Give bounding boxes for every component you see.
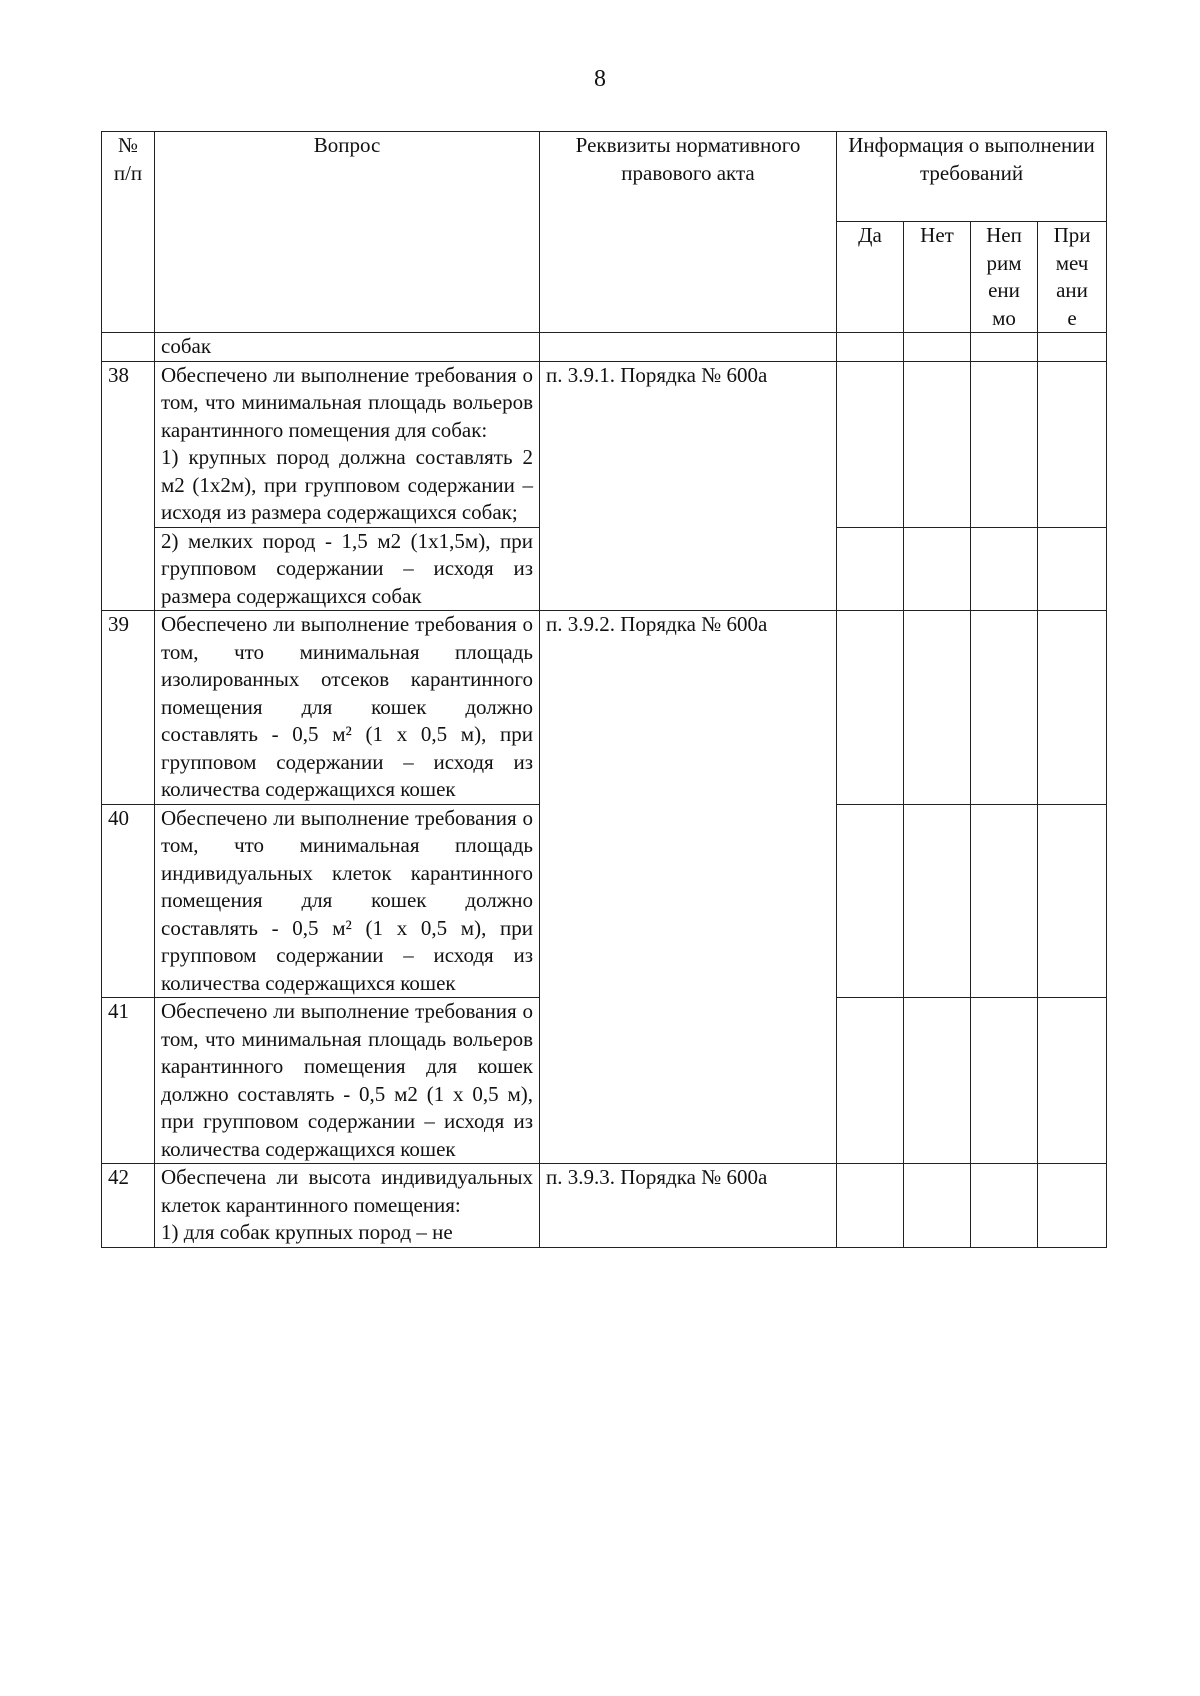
cell-note[interactable] [1038, 333, 1107, 362]
row-number: 41 [102, 998, 155, 1164]
page-number: 8 [594, 66, 606, 92]
cell-note[interactable] [1038, 1164, 1107, 1248]
cell-no[interactable] [904, 361, 971, 527]
header-yes: Да [837, 222, 904, 333]
cell-no[interactable] [904, 1164, 971, 1248]
row-question: Обеспечено ли выполнение требования о том, что минимальная площадь индивидуальных клеток карантинного помещения для кошек должно составлять - 0,5 м² (1 х 0,5 м), при групповом содержании – исходя из количества содержащихся кошек [155, 804, 540, 998]
table-row [102, 1164, 1107, 1248]
cell-note[interactable] [1038, 527, 1107, 611]
cell-yes[interactable] [837, 611, 904, 805]
cell-yes[interactable] [837, 804, 904, 998]
row-question: Обеспечено ли выполнение требования о том, что минимальная площадь вольеров карантинного помещения для кошек должно составлять - 0,5 м2 (1 х 0,5 м), при групповом содержании – исходя из количества содержащихся кошек [155, 998, 540, 1164]
cell-na[interactable] [971, 804, 1038, 998]
cell-no[interactable] [904, 527, 971, 611]
row-number: 40 [102, 804, 155, 998]
cell-na[interactable] [971, 527, 1038, 611]
row-question: собак [155, 333, 540, 362]
header-act: Реквизиты нормативного правового акта [540, 132, 837, 333]
table-row [102, 333, 1107, 362]
cell-na[interactable] [971, 998, 1038, 1164]
cell-no[interactable] [904, 611, 971, 805]
header-info-group: Информация о выполнении требований [837, 132, 1107, 222]
cell-yes[interactable] [837, 527, 904, 611]
cell-na[interactable] [971, 333, 1038, 362]
row-question: 2) мелких пород - 1,5 м2 (1х1,5м), при групповом содержании – исходя из размера содержащихся собак [155, 527, 540, 611]
row-question: Обеспечено ли выполнение требования о том, что минимальная площадь вольеров карантинного помещения для собак: 1) крупных пород должна составлять 2 м2 (1х2м), при групповом содержании – исходя из размера содержащихся собак; [155, 361, 540, 527]
row-question: Обеспечено ли выполнение требования о том, что минимальная площадь изолированных отсеков карантинного помещения для кошек должно составлять - 0,5 м² (1 х 0,5 м), при групповом содержании – исходя из количества содержащихся кошек [155, 611, 540, 805]
header-na: Неп рим ени мо [971, 222, 1038, 333]
row-number: 38 [102, 361, 155, 611]
row-number: 39 [102, 611, 155, 805]
cell-yes[interactable] [837, 333, 904, 362]
header-note: При меч ани е [1038, 222, 1107, 333]
cell-na[interactable] [971, 361, 1038, 527]
row-act: п. 3.9.3. Порядка № 600а [540, 1164, 837, 1248]
header-question: Вопрос [155, 132, 540, 333]
cell-yes[interactable] [837, 998, 904, 1164]
cell-note[interactable] [1038, 804, 1107, 998]
cell-note[interactable] [1038, 998, 1107, 1164]
row-act: п. 3.9.2. Порядка № 600а [540, 611, 837, 1164]
cell-no[interactable] [904, 998, 971, 1164]
row-question: Обеспечена ли высота индивидуальных клеток карантинного помещения: 1) для собак крупных пород – не [155, 1164, 540, 1248]
cell-note[interactable] [1038, 611, 1107, 805]
cell-yes[interactable] [837, 361, 904, 527]
row-act: п. 3.9.1. Порядка № 600а [540, 361, 837, 611]
table-row [102, 361, 1107, 527]
cell-no[interactable] [904, 804, 971, 998]
header-num: № п/п [102, 132, 155, 333]
table-row [102, 611, 1107, 805]
cell-yes[interactable] [837, 1164, 904, 1248]
table-header-row [102, 132, 1107, 222]
cell-note[interactable] [1038, 361, 1107, 527]
cell-no[interactable] [904, 333, 971, 362]
row-act [540, 333, 837, 362]
cell-na[interactable] [971, 1164, 1038, 1248]
cell-na[interactable] [971, 611, 1038, 805]
checklist-table [101, 131, 1107, 1248]
header-no: Нет [904, 222, 971, 333]
row-number: 42 [102, 1164, 155, 1248]
row-number [102, 333, 155, 362]
